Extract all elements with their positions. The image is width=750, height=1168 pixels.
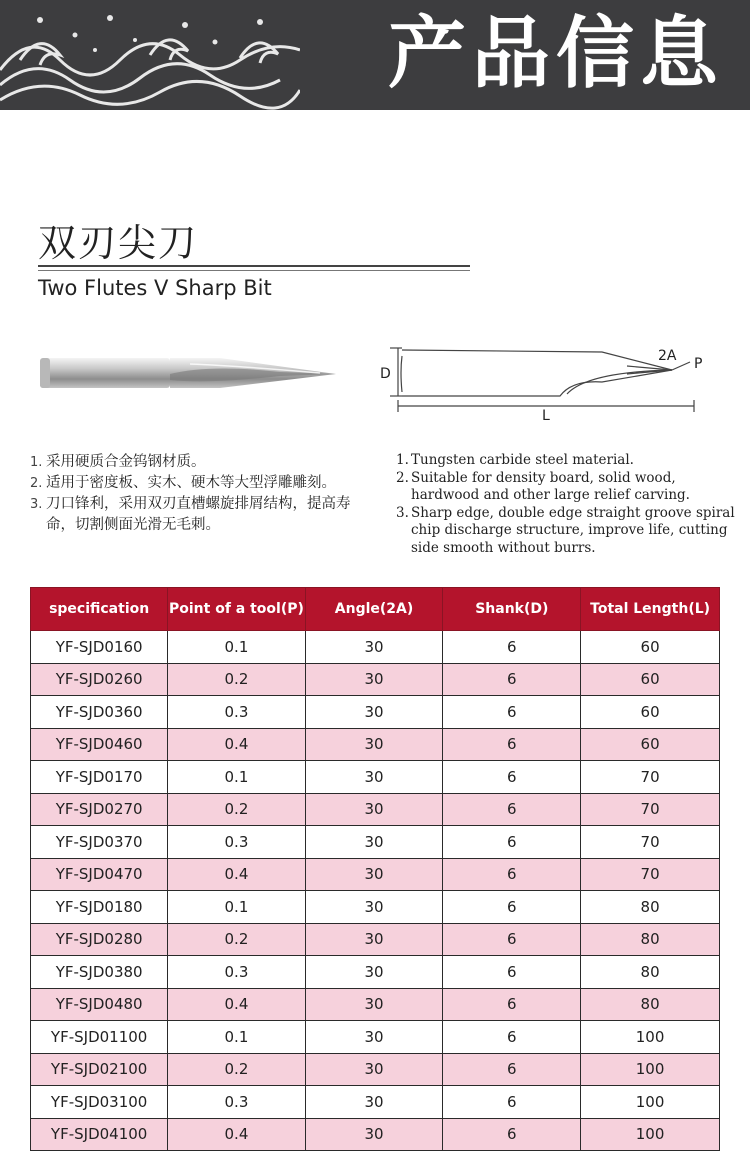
table-cell: 30 [305, 793, 443, 826]
table-row [31, 793, 720, 826]
table-cell: 30 [305, 1086, 443, 1119]
table-cell: 6 [443, 696, 581, 729]
table-row [31, 696, 720, 729]
product-title-en: Two Flutes V Sharp Bit [38, 276, 272, 300]
table-cell: 0.2 [168, 1053, 305, 1086]
table-cell: YF-SJD0360 [31, 696, 168, 729]
diagram-label-p: P [694, 356, 703, 372]
table-cell: 0.4 [168, 728, 305, 761]
table-cell: YF-SJD0380 [31, 956, 168, 989]
table-cell: 6 [443, 988, 581, 1021]
table-cell: 0.1 [168, 1021, 305, 1054]
table-row [31, 858, 720, 891]
table-cell: 0.3 [168, 1086, 305, 1119]
table-cell: YF-SJD02100 [31, 1053, 168, 1086]
table-cell: 30 [305, 1118, 443, 1151]
table-cell: 60 [581, 631, 720, 664]
table-cell: 80 [581, 956, 720, 989]
table-cell: 100 [581, 1021, 720, 1054]
table-cell: 6 [443, 1086, 581, 1119]
table-cell: 6 [443, 1021, 581, 1054]
table-cell: 6 [443, 1118, 581, 1151]
top-banner [0, 0, 750, 110]
column-header: Shank(D) [443, 588, 581, 631]
wave-decoration-icon [0, 0, 300, 110]
table-cell: YF-SJD03100 [31, 1086, 168, 1119]
table-cell: 6 [443, 761, 581, 794]
table-cell: 30 [305, 631, 443, 664]
table-cell: 60 [581, 696, 720, 729]
table-cell: 0.3 [168, 696, 305, 729]
table-body [31, 631, 720, 1151]
diagram-label-angle: 2A [658, 348, 677, 364]
table-cell: 30 [305, 858, 443, 891]
feature-en-item: 3. Sharp edge, double edge straight groove spiral chip discharge structure, improve life, cutting side smooth without burrs. [396, 504, 735, 556]
table-row [31, 1086, 720, 1119]
column-header: Total Length(L) [581, 588, 720, 631]
table-cell: 30 [305, 1053, 443, 1086]
table-cell: 0.1 [168, 891, 305, 924]
table-cell: 0.2 [168, 793, 305, 826]
table-cell: 60 [581, 663, 720, 696]
feature-en-item: 2. Suitable for density board, solid wood, hardwood and other large relief carving. [396, 469, 690, 503]
table-cell: YF-SJD0170 [31, 761, 168, 794]
table-cell: 30 [305, 663, 443, 696]
spec-table [30, 587, 720, 1151]
features-cn [30, 452, 370, 536]
column-header: Angle(2A) [305, 588, 443, 631]
table-cell: YF-SJD0160 [31, 631, 168, 664]
table-cell: YF-SJD04100 [31, 1118, 168, 1151]
product-title-cn: 双刃尖刀 [38, 221, 199, 265]
feature-en-item: 1. Tungsten carbide steel material. [396, 452, 634, 468]
table-cell: 6 [443, 1053, 581, 1086]
table-cell: 80 [581, 891, 720, 924]
feature-cn-item: 2. 适用于密度板、实木、硬木等大型浮雕雕刻。 [30, 475, 336, 491]
table-cell: 30 [305, 826, 443, 859]
table-cell: 100 [581, 1086, 720, 1119]
table-cell: 30 [305, 696, 443, 729]
table-cell: 100 [581, 1118, 720, 1151]
table-cell: 80 [581, 988, 720, 1021]
table-cell: 70 [581, 793, 720, 826]
table-row [31, 826, 720, 859]
table-cell: 80 [581, 923, 720, 956]
table-cell: 100 [581, 1053, 720, 1086]
table-cell: YF-SJD0270 [31, 793, 168, 826]
table-cell: 30 [305, 891, 443, 924]
diagram-label-d: D [380, 366, 391, 382]
table-cell: 6 [443, 826, 581, 859]
table-cell: 0.4 [168, 1118, 305, 1151]
table-row [31, 631, 720, 664]
table-cell: 30 [305, 923, 443, 956]
table-cell: 0.2 [168, 663, 305, 696]
table-cell: 30 [305, 956, 443, 989]
table-cell: YF-SJD0460 [31, 728, 168, 761]
table-cell: 6 [443, 631, 581, 664]
column-header: Point of a tool(P) [168, 588, 305, 631]
table-cell: YF-SJD0260 [31, 663, 168, 696]
table-cell: 30 [305, 728, 443, 761]
table-cell: 0.1 [168, 761, 305, 794]
table-cell: YF-SJD0280 [31, 923, 168, 956]
tool-photo-icon [40, 352, 340, 396]
title-divider [38, 265, 470, 271]
table-row [31, 1053, 720, 1086]
table-cell: 60 [581, 728, 720, 761]
table-cell: 30 [305, 761, 443, 794]
table-cell: 0.2 [168, 923, 305, 956]
table-cell: 70 [581, 761, 720, 794]
table-cell: 0.4 [168, 858, 305, 891]
table-cell: 6 [443, 858, 581, 891]
table-cell: 6 [443, 728, 581, 761]
table-cell: 6 [443, 793, 581, 826]
table-cell: 0.1 [168, 631, 305, 664]
table-row [31, 891, 720, 924]
table-cell: 0.3 [168, 956, 305, 989]
column-header: specification [31, 588, 168, 631]
table-row [31, 1021, 720, 1054]
table-row [31, 728, 720, 761]
table-cell: YF-SJD0470 [31, 858, 168, 891]
table-header-row [31, 588, 720, 631]
banner-title: 产品信息 [387, 9, 724, 99]
table-row [31, 923, 720, 956]
table-cell: 0.3 [168, 826, 305, 859]
diagram-label-l: L [542, 408, 550, 424]
feature-cn-item: 3. 刀口锋利，采用双刃直槽螺旋排屑结构，提高寿命，切割侧面光滑无毛刺。 [30, 496, 351, 533]
table-cell: 6 [443, 956, 581, 989]
table-row [31, 761, 720, 794]
table-cell: 6 [443, 891, 581, 924]
table-cell: 6 [443, 923, 581, 956]
features-en [396, 452, 736, 557]
table-cell: YF-SJD0180 [31, 891, 168, 924]
table-row [31, 956, 720, 989]
table-cell: 70 [581, 826, 720, 859]
table-cell: 6 [443, 663, 581, 696]
table-cell: 30 [305, 1021, 443, 1054]
table-cell: 30 [305, 988, 443, 1021]
table-row [31, 988, 720, 1021]
table-cell: YF-SJD01100 [31, 1021, 168, 1054]
table-row [31, 663, 720, 696]
table-cell: YF-SJD0480 [31, 988, 168, 1021]
table-row [31, 1118, 720, 1151]
table-cell: 0.4 [168, 988, 305, 1021]
tool-dimension-diagram [372, 340, 722, 424]
table-cell: 70 [581, 858, 720, 891]
feature-cn-item: 1. 采用硬质合金钨钢材质。 [30, 454, 206, 470]
table-cell: YF-SJD0370 [31, 826, 168, 859]
